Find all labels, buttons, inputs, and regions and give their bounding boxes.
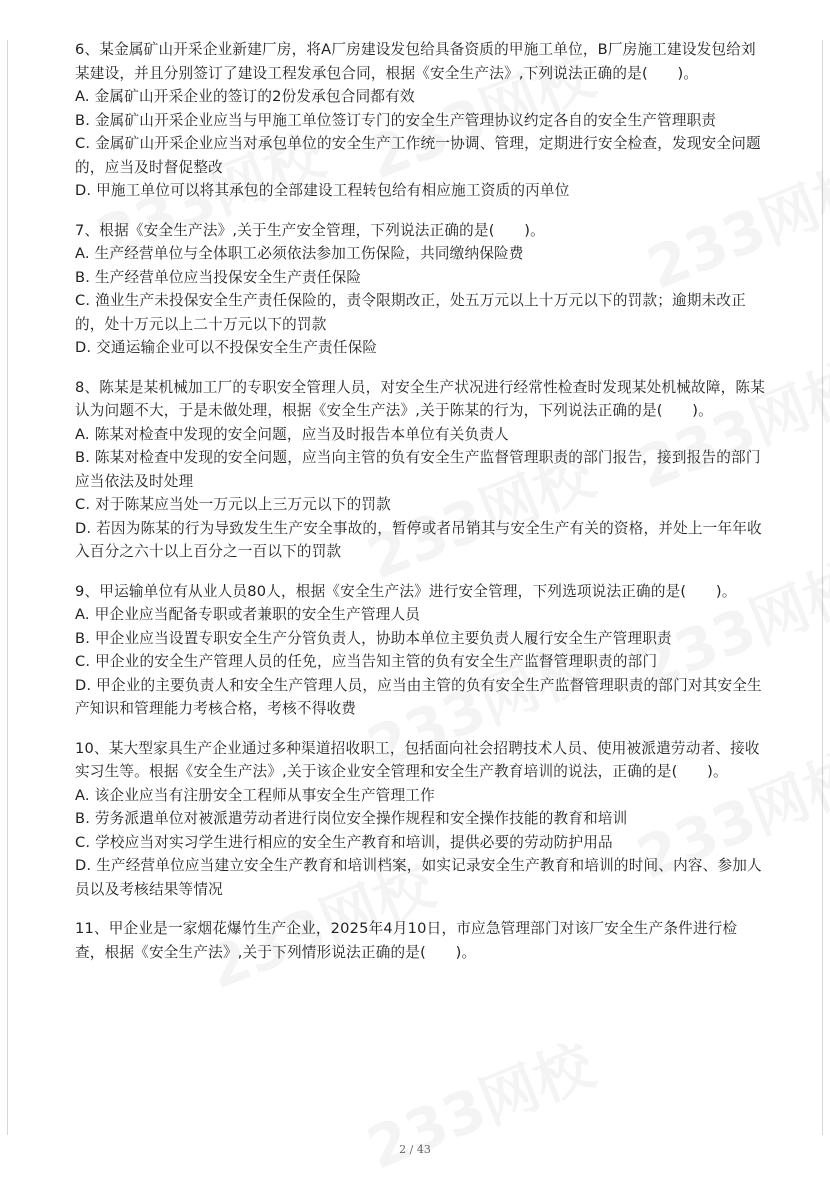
option-a: A. 金属矿山开采企业的签订的2份发承包合同都有效 <box>75 88 415 105</box>
question-stem: 10、某大型家具生产企业通过多种渠道招收职工，包括面向社会招聘技术人员、使用被派遣劳动者、接收实习生等。根据《安全生产法》,关于该企业安全管理和安全生产教育培训的说法，正确的是( )。 <box>75 739 760 780</box>
question-9 <box>75 580 765 721</box>
option-d: D. 生产经营单位应当建立安全生产教育和培训档案，如实记录安全生产教育和培训的时间、内容、参加人员以及考核结果等情况 <box>75 857 762 898</box>
option-a: A. 该企业应当有注册安全工程师从事安全生产管理工作 <box>75 786 435 804</box>
option-c: C. 金属矿山开采企业应当对承包单位的安全生产工作统一协调、管理，定期进行安全检查，发现安全问题的，应当及时督促整改 <box>75 135 761 176</box>
option-a: A. 生产经营单位与全体职工必须依法参加工伤保险，共同缴纳保险费 <box>75 245 524 262</box>
option-b: B. 生产经营单位应当投保安全生产责任保险 <box>75 268 362 286</box>
watermark <box>353 1019 604 1185</box>
question-11 <box>75 917 765 964</box>
question-stem: 8、陈某是某机械加工厂的专职安全管理人员，对安全生产状况进行经常性检查时发现某处机械故障，陈某认为问题不大，于是未做处理，根据《安全生产法》,关于陈某的行为，下列说法正确的是( )。 <box>75 378 766 419</box>
option-d: D. 若因为陈某的行为导致发生生产安全事故的，暂停或者吊销其与安全生产有关的资格，并处上一年年收入百分之六十以上百分之一百以下的罚款 <box>75 519 762 560</box>
question-10 <box>75 737 765 902</box>
option-d: D. 甲施工单位可以将其承包的全部建设工程转包给有相应施工资质的丙单位 <box>75 182 570 199</box>
option-d: D. 甲企业的主要负责人和安全生产管理人员，应当由主管的负有安全生产监督管理职责的部门对其安全生产知识和管理能力考核合格，考核不得收费 <box>75 676 762 717</box>
option-b: B. 金属矿山开采企业应当与甲施工单位签订专门的安全生产管理协议约定各自的安全生产管理职责 <box>75 111 717 129</box>
option-b: B. 陈某对检查中发现的安全问题，应当向主管的负有安全生产监督管理职责的部门报告，接到报告的部门应当依法及时处理 <box>75 449 761 490</box>
page-edge-right <box>822 40 823 1135</box>
question-8 <box>75 376 765 564</box>
option-b: B. 劳务派遣单位对被派遣劳动者进行岗位安全操作规程和安全操作技能的教育和培训 <box>75 810 628 827</box>
question-stem: 7、根据《安全生产法》,关于生产安全管理，下列说法正确的是( )。 <box>75 221 545 239</box>
document-body <box>75 38 765 980</box>
question-stem: 9、甲运输单位有从业人员80人，根据《安全生产法》进行安全管理，下列选项说法正确的是( )。 <box>75 582 737 600</box>
option-c: C. 渔业生产未投保安全生产责任保险的，责令限期改正，处五万元以上十万元以下的罚款；逾期未改正的，处十万元以上二十万元以下的罚款 <box>75 292 746 333</box>
option-a: A. 甲企业应当配备专职或者兼职的安全生产管理人员 <box>75 606 421 623</box>
page-number: 2 / 43 <box>399 1143 431 1156</box>
option-d: D. 交通运输企业可以不投保安全生产责任保险 <box>75 339 378 356</box>
option-c: C. 甲企业的安全生产管理人员的任免，应当告知主管的负有安全生产监督管理职责的部门 <box>75 653 658 670</box>
option-b: B. 甲企业应当设置专职安全生产分管负责人，协助本单位主要负责人履行安全生产管理职责 <box>75 629 672 647</box>
question-6 <box>75 38 765 203</box>
question-stem: 11、甲企业是一家烟花爆竹生产企业，2025年4月10日，市应急管理部门对该厂安全生产条件进行检查，根据《安全生产法》,关于下列情形说法正确的是( )。 <box>75 920 738 961</box>
option-a: A. 陈某对检查中发现的安全问题，应当及时报告本单位有关负责人 <box>75 425 509 443</box>
page-edge-left <box>7 40 8 1135</box>
question-stem: 6、某金属矿山开采企业新建厂房，将A厂房建设发包给具备资质的甲施工单位，B厂房施工建设发包给刘某建设，并且分别签订了建设工程发承包合同，根据《安全生产法》,下列说法正确的是( )。 <box>75 41 756 82</box>
option-c: C. 学校应当对实习学生进行相应的安全生产教育和培训，提供必要的劳动防护用品 <box>75 833 613 851</box>
option-c: C. 对于陈某应当处一万元以上三万元以下的罚款 <box>75 496 391 513</box>
question-7 <box>75 219 765 360</box>
